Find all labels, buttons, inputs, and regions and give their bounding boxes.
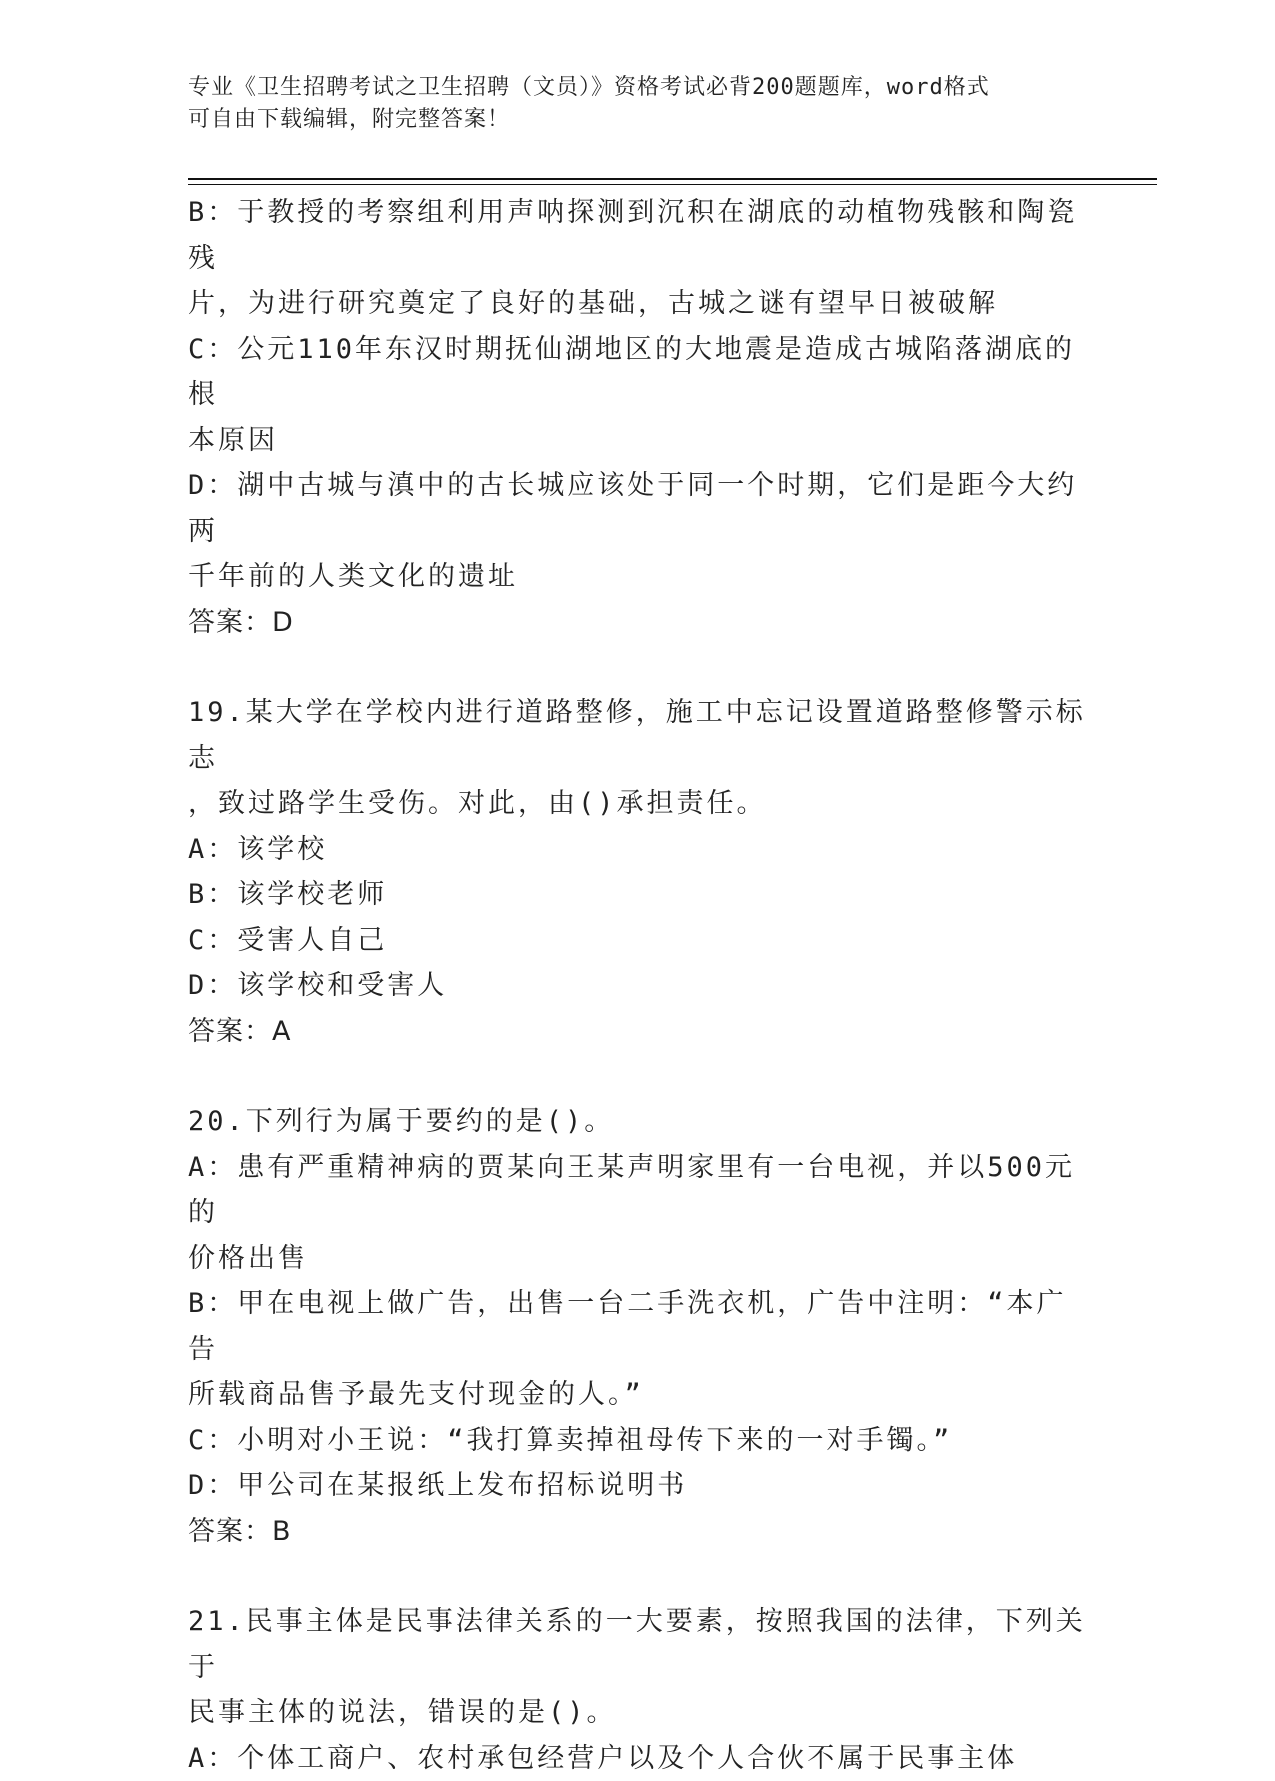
question-stem: 19.某大学在学校内进行道路整修，施工中忘记设置道路整修警示标志 (188, 690, 1088, 781)
question-spacer (188, 1554, 1088, 1599)
question-21 (188, 1599, 1088, 1781)
option-line: A：患有严重精神病的贾某向王某声明家里有一台电视，并以500元的 (188, 1145, 1088, 1236)
option-line: C：公元110年东汉时期抚仙湖地区的大地震是造成古城陷落湖底的根 (188, 327, 1088, 418)
question-stem: 21.民事主体是民事法律关系的一大要素，按照我国的法律，下列关于 (188, 1599, 1088, 1690)
question-spacer (188, 1054, 1088, 1099)
document-body (188, 190, 1088, 1781)
option-line: 千年前的人类文化的遗址 (188, 554, 1088, 600)
question-20 (188, 1099, 1088, 1554)
question-stem: ，致过路学生受伤。对此，由()承担责任。 (188, 781, 1088, 827)
header-divider-thick (188, 178, 1157, 180)
option-line: D：湖中古城与滇中的古长城应该处于同一个时期，它们是距今大约两 (188, 463, 1088, 554)
option-line: 片，为进行研究奠定了良好的基础，古城之谜有望早日被破解 (188, 281, 1088, 327)
option-line: A：个体工商户、农村承包经营户以及个人合伙不属于民事主体 (188, 1736, 1088, 1781)
option-line: A：该学校 (188, 827, 1088, 873)
option-line: 所载商品售予最先支付现金的人。” (188, 1372, 1088, 1418)
option-line: D：该学校和受害人 (188, 963, 1088, 1009)
header-title-line-1: 专业《卫生招聘考试之卫生招聘（文员）》资格考试必背200题题库，word格式 (188, 72, 1068, 104)
option-line: D：甲公司在某报纸上发布招标说明书 (188, 1463, 1088, 1509)
document-header (188, 72, 1068, 136)
answer-line: 答案：A (188, 1009, 1088, 1055)
header-divider-thin (188, 184, 1157, 185)
option-line: 价格出售 (188, 1236, 1088, 1282)
option-line: C：受害人自己 (188, 918, 1088, 964)
header-title-line-2: 可自由下载编辑，附完整答案！ (188, 104, 1068, 136)
option-line: 本原因 (188, 418, 1088, 464)
option-line: B：于教授的考察组利用声呐探测到沉积在湖底的动植物残骸和陶瓷残 (188, 190, 1088, 281)
previous-question-tail (188, 190, 1088, 645)
answer-line: 答案：D (188, 600, 1088, 646)
option-line: C：小明对小王说：“我打算卖掉祖母传下来的一对手镯。” (188, 1418, 1088, 1464)
question-spacer (188, 645, 1088, 690)
question-stem: 20.下列行为属于要约的是()。 (188, 1099, 1088, 1145)
answer-line: 答案：B (188, 1509, 1088, 1555)
option-line: B：甲在电视上做广告，出售一台二手洗衣机，广告中注明：“本广告 (188, 1281, 1088, 1372)
question-19 (188, 690, 1088, 1054)
question-stem: 民事主体的说法，错误的是()。 (188, 1690, 1088, 1736)
option-line: B：该学校老师 (188, 872, 1088, 918)
